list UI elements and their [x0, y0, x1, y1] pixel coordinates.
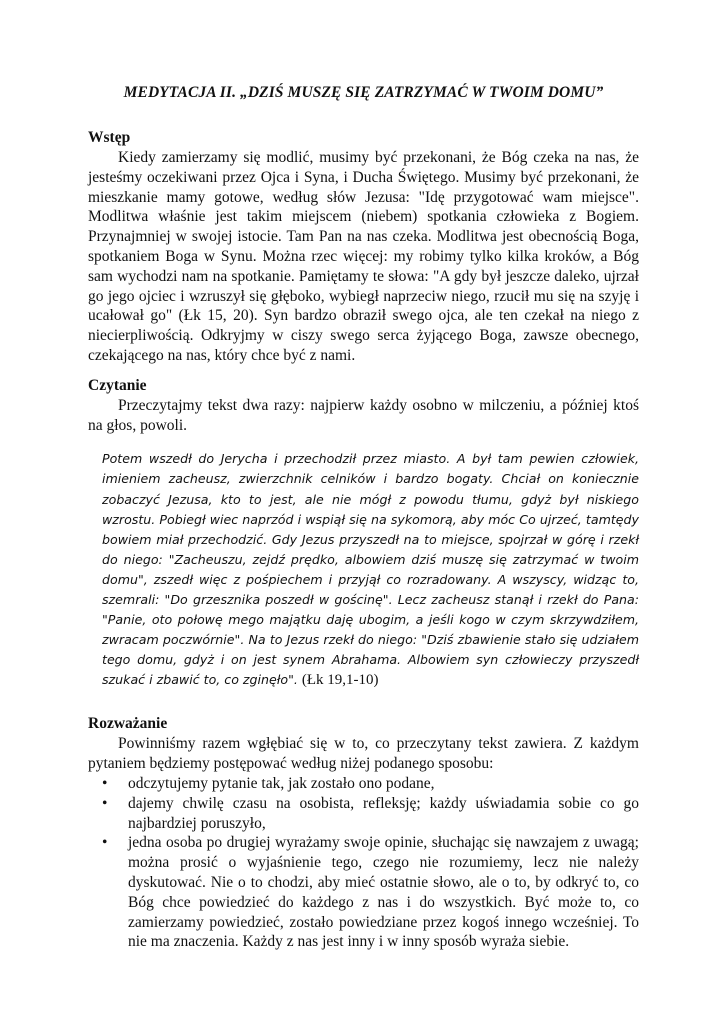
list-item-text: odczytujemy pytanie tak, jak zostało ono podane,: [128, 775, 435, 793]
list-item: [102, 794, 639, 834]
scripture-quote: [88, 449, 639, 690]
scripture-reference: (Łk 19,1-10): [301, 672, 379, 689]
paragraph-czytanie: Przeczytajmy tekst dwa razy: najpierw każdy osobno w milczeniu, a później ktoś na głos, powoli.: [88, 396, 639, 434]
list-item: [102, 833, 639, 952]
list-item-text: jedna osoba po drugiej wyrażamy swoje opinie, słuchając się nawzajem z uwagą; można prosić o wyjaśnienie tego, czego nie rozumiemy, lecz nie należy dyskutować. Nie o to chodzi, aby mieć ostatnie słowo, ale o to, by odkryć to, co Bóg chce powiedzieć do każdego z nas i do wszystkich. Być może to, co zamierzamy powiedzieć, zostało powiedziane przez kogoś innego wcześniej. To nie ma znaczenia. Każdy z nas jest inny i w inny sposób wyraża siebie.: [128, 834, 639, 951]
document-title: MEDYTACJA II. „DZIŚ MUSZĘ SIĘ ZATRZYMAĆ W TWOIM DOMU”: [123, 84, 604, 101]
paragraph-rozwazanie: Powinniśmy razem wgłębiać się w to, co przeczytany tekst zawiera. Z każdym pytaniem będziemy postępować według niżej podanego sposobu:: [88, 735, 639, 773]
bullet-icon: •: [102, 794, 108, 812]
list-item: [102, 774, 639, 794]
list-item-text: dajemy chwilę czasu na osobista, refleksję; każdy uświadamia sobie co go najbardziej poruszyło,: [128, 794, 639, 832]
heading-czytanie: Czytanie: [88, 376, 147, 394]
heading-wstep: Wstęp: [88, 129, 131, 146]
paragraph-wstep: Kiedy zamierzamy się modlić, musimy być przekonani, że Bóg czeka na nas, że jesteśmy oczekiwani przez Ojca i Syna, i Ducha Świętego. Musimy być przekonani, że mieszkanie mamy gotowe, według słów Jezusa: "Idę przygotować wam miejsce". Modlitwa właśnie jest takim miejscem (niebem) spotkania człowieka z Bogiem. Przynajmniej w swojej istocie. Tam Pan na nas czeka. Modlitwa jest obecnością Boga, spotkaniem Boga w Synu. Można rzec więcej: my robimy tylko kilka kroków, a Bóg sam wychodzi nam na spotkanie. Pamiętamy te słowa: "A gdy był jeszcze daleko, ujrzał go jego ojciec i wzruszył się głęboko, wybiegł naprzeciw niego, rzucił mu się na szyję i ucałował go" (Łk 15, 20). Syn bardzo obraził swego ojca, ale ten czekał na niego z niecierpliwością. Odkryjmy w ciszy swego serca żyjącego Boga, zawsze obecnego, czekającego na nas, który chce być z nami.: [88, 149, 639, 364]
heading-rozwazanie: Rozważanie: [88, 715, 168, 733]
method-list: [88, 774, 639, 952]
scripture-quote-text: Potem wszedł do Jerycha i przechodził przez miasto. A był tam pewien człowiek, imieniem zacheusz, zwierzchnik celników i bardzo bogaty. Chciał on koniecznie zobaczyć Jezusa, kto to jest, ale nie mógł z powodu tłumu, gdyż był niskiego wzrostu. Pobiegł wiec naprzód i wspiął się na sykomorą, aby móc Co ujrzeć, tamtędy bowiem miał przechodzić. Gdy Jezus przyszedł na to miejsce, spojrzał w górę i rzekł do niego: "Zacheuszu, zejdź prędko, albowiem dziś muszę się zatrzymać w twoim domu", zszedł więc z pośpiechem i przyjął co rozradowany. A wszyscy, widząc to, szemrali: "Do grzesznika poszedł w gościnę". Lecz zacheusz stanął i rzekł do Pana: "Panie, oto połowę mego majątku daję ubogim, a jeśli kogo w czym skrzywdziłem, zwracam poczwórnie". Na to Jezus rzekł do niego: "Dziś zbawienie stało się udziałem tego domu, gdyż i on jest synem Abrahama. Albowiem syn człowieczy przyszedł szukać i zbawić to, co zginęło".: [102, 451, 639, 688]
bullet-icon: •: [102, 834, 108, 852]
bullet-icon: •: [102, 775, 108, 793]
